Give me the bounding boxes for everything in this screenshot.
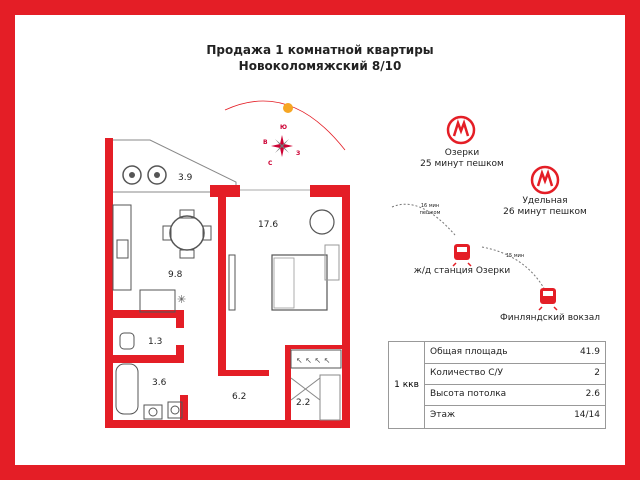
washer-icon (168, 402, 182, 418)
listing-address: Новоколомяжский 8/10 (238, 59, 402, 73)
walls (105, 138, 350, 428)
row-label: Высота потолка (430, 389, 507, 399)
svg-text:↖ ↖ ↖ ↖: ↖ ↖ ↖ ↖ (296, 356, 331, 365)
hall-area-label: 6.2 (232, 392, 247, 402)
closet-area-label: 2.2 (296, 398, 311, 408)
closet-shelf (320, 375, 340, 420)
table-row (425, 342, 606, 364)
train-time-label: 15 мин (505, 253, 525, 259)
listing-title: Продажа 1 комнатной квартиры (206, 43, 434, 57)
sun-icon (283, 103, 293, 113)
dining-table (170, 216, 204, 250)
bathtub-icon (116, 364, 138, 414)
metro-icon-udelnaya (532, 167, 558, 193)
armchair (310, 210, 334, 234)
tv-console (229, 255, 235, 310)
row-label: Количество С/У (430, 368, 504, 378)
terminal-label: Финляндский вокзал (500, 313, 600, 323)
rail-station-label: ж/д станция Озерки (413, 266, 511, 276)
dining-chair (180, 250, 194, 258)
toilet-icon (120, 333, 134, 349)
balcony-area-label: 3.9 (178, 173, 193, 183)
living-area-label: 17.6 (258, 220, 279, 230)
walk-time-label: 16 мин (420, 203, 440, 209)
wc-area-label: 1.3 (148, 337, 163, 347)
compass-west-label: В (263, 139, 268, 146)
metro-udelnaya-time: 26 минут пешком (503, 207, 587, 217)
compass-east-label: З (296, 150, 301, 157)
metro-udelnaya-name: Удельная (522, 196, 568, 206)
kitchen-area-label: 9.8 (168, 270, 183, 280)
metro-icon-ozerki (448, 117, 474, 143)
sink-icon (144, 405, 162, 419)
row-value: 41.9 (579, 347, 600, 357)
compass-south-label: С (268, 160, 273, 167)
apartment-type-label: 1 ккв (389, 342, 425, 428)
table-row (425, 384, 606, 406)
table-row (425, 363, 606, 385)
row-label: Общая площадь (430, 347, 508, 357)
specs-table (388, 341, 606, 429)
train-icon-ozerki (453, 244, 471, 266)
table-row (425, 405, 606, 426)
svg-text:✳: ✳ (177, 293, 187, 306)
row-value: 2 (594, 368, 600, 378)
walk-mode-label: пешком (419, 210, 441, 216)
row-label: Этаж (430, 410, 456, 420)
kitchen-cabinet (140, 290, 175, 312)
row-value: 2.6 (585, 389, 600, 399)
stove-icon (117, 240, 128, 258)
metro-ozerki-time: 25 минут пешком (420, 159, 504, 169)
bath-area-label: 3.6 (152, 378, 167, 388)
compass-north-label: Ю (280, 124, 288, 131)
bed (272, 255, 327, 310)
compass-rose-icon (271, 135, 293, 157)
metro-ozerki-name: Озерки (444, 148, 480, 158)
train-icon-finlyandsky (539, 288, 557, 310)
row-value: 14/14 (574, 410, 600, 420)
